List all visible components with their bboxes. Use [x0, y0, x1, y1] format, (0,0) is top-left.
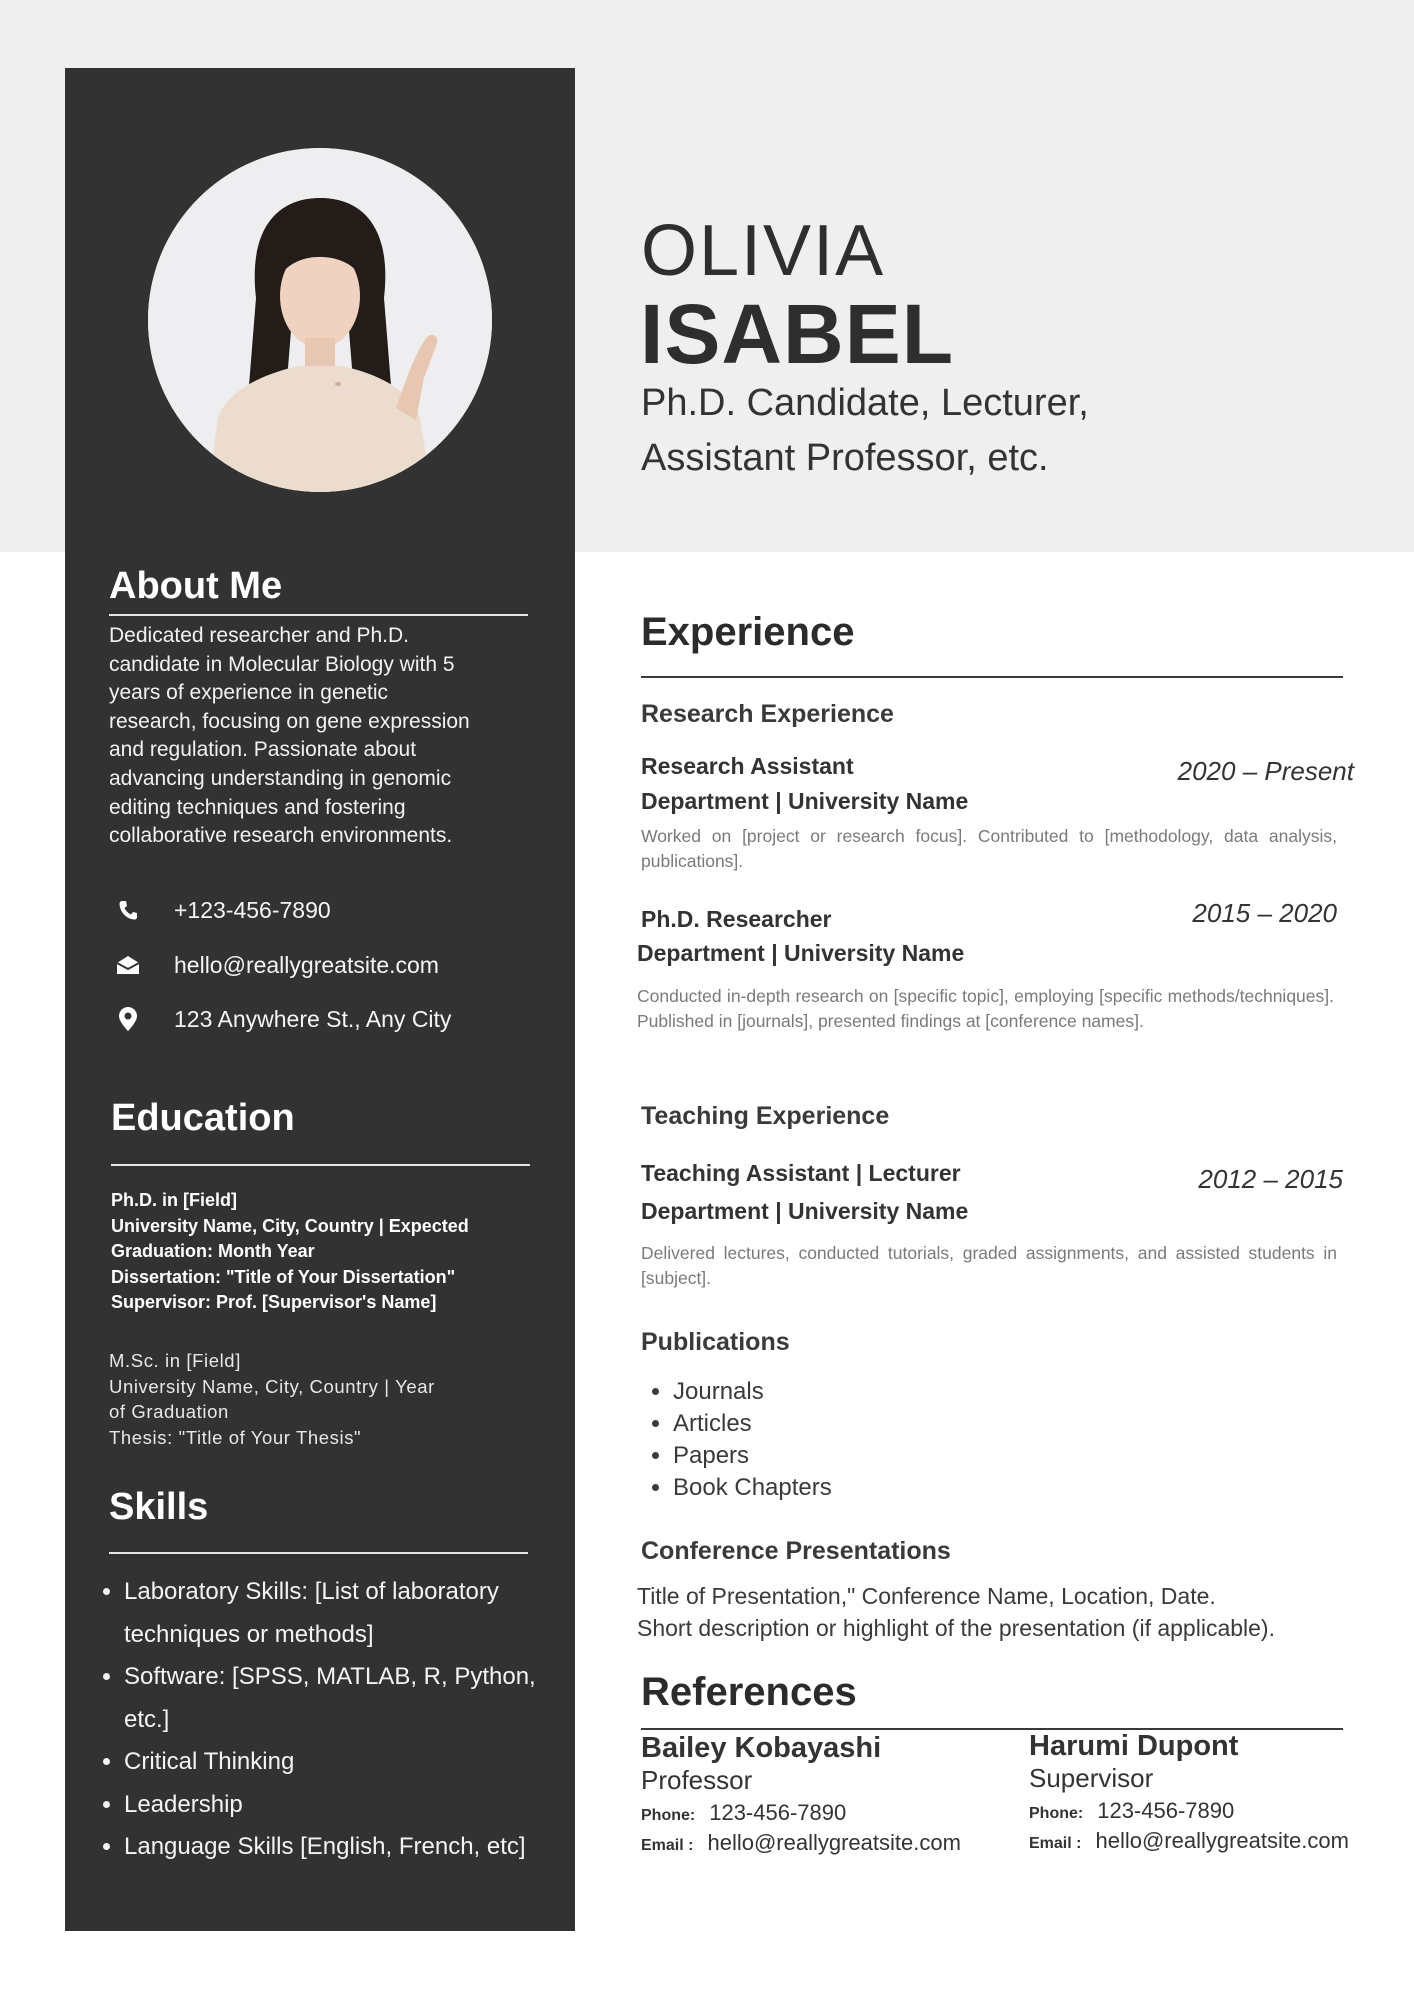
map-pin-icon — [110, 1005, 146, 1033]
experience-title: Experience — [641, 610, 855, 654]
about-text: Dedicated researcher and Ph.D. candidate in Molecular Biology with 5 years of experience in genetic research, focusing on gene expression and regulation. Passionate about advancing understanding in genomic editing techniques and fostering collaborative research environments. — [109, 624, 470, 848]
job-date: 2015 – 2020 — [1192, 898, 1337, 928]
reference-phone: Phone: 123-456-7890 — [1029, 1798, 1235, 1823]
reference-email[interactable]: Email : hello@reallygreatsite.com — [641, 1830, 961, 1855]
reference-phone: Phone: 123-456-7890 — [641, 1800, 847, 1825]
first-name: OLIVIA — [641, 211, 886, 291]
list-item: • Papers — [673, 1440, 1141, 1472]
list-item: • Language Skills [English, French, etc] — [124, 1826, 565, 1869]
job-title: Teaching Assistant | Lecturer — [641, 1160, 961, 1186]
contact-email[interactable]: hello@reallygreatsite.com — [110, 945, 439, 985]
job-title: Research Assistant — [641, 753, 854, 779]
skills-title: Skills — [109, 1486, 209, 1528]
job-department: Department | University Name — [641, 788, 969, 814]
reference-role: Professor — [641, 1765, 753, 1795]
skills-list — [95, 1571, 565, 1869]
conference-line-2: Short description or highlight of the presentation (if applicable). — [637, 1615, 1275, 1641]
references-title: References — [641, 1670, 857, 1714]
reference-email[interactable]: Email : hello@reallygreatsite.com — [1029, 1828, 1349, 1853]
teaching-experience-title: Teaching Experience — [641, 1102, 890, 1130]
profile-photo — [148, 148, 492, 492]
job-description: Conducted in-depth research on [specific topic], employing [specific methods/techniques]. Published in [journals], presented findings at [conference names]. — [637, 986, 1334, 1031]
job-department: Department | University Name — [637, 940, 965, 966]
education-phd: Ph.D. in [Field] University Name, City, Country | Expected Graduation: Month Year Dissertation: "Title of Your Dissertation" Supervisor: Prof. [Supervisor's Name] — [111, 1190, 469, 1312]
job-department: Department | University Name — [641, 1198, 969, 1224]
publications-list — [641, 1376, 1141, 1504]
job-title: Ph.D. Researcher — [641, 906, 832, 932]
list-item: • Articles — [673, 1408, 1141, 1440]
reference-role: Supervisor — [1029, 1763, 1154, 1793]
education-title: Education — [111, 1097, 295, 1139]
conference-presentations-title: Conference Presentations — [641, 1537, 951, 1565]
skills-divider — [109, 1552, 528, 1554]
job-date: 2012 – 2015 — [1198, 1164, 1343, 1194]
research-experience-title: Research Experience — [641, 700, 894, 728]
list-item: • Laboratory Skills: [List of laboratory techniques or methods] — [124, 1571, 565, 1656]
about-title: About Me — [109, 565, 283, 607]
list-item: • Journals — [673, 1376, 1141, 1408]
reference-card — [1029, 1730, 1399, 1854]
publications-title: Publications — [641, 1328, 790, 1356]
education-msc: M.Sc. in [Field] University Name, City, Country | Year of Graduation Thesis: "Title of Your Thesis" — [109, 1350, 435, 1448]
experience-divider — [641, 676, 1343, 678]
contact-phone[interactable]: +123-456-7890 — [110, 890, 331, 930]
role-line-2: Assistant Professor, etc. — [641, 437, 1049, 479]
job-date: 2020 – Present — [1177, 756, 1354, 786]
sidebar — [65, 68, 575, 1931]
about-divider — [109, 614, 528, 616]
job-description: Delivered lectures, conducted tutorials, graded assignments, and assisted students in [subject]. — [641, 1243, 1337, 1288]
list-item: • Software: [SPSS, MATLAB, R, Python, etc.] — [124, 1656, 565, 1741]
contact-address: 123 Anywhere St., Any City — [110, 999, 451, 1039]
phone-icon — [110, 896, 146, 924]
envelope-icon — [110, 951, 146, 979]
reference-card — [641, 1732, 1011, 1856]
job-description: Worked on [project or research focus]. Contributed to [methodology, data analysis, publications]. — [641, 826, 1337, 871]
reference-name: Harumi Dupont — [1029, 1730, 1239, 1762]
list-item: • Book Chapters — [673, 1472, 1141, 1504]
role-line-1: Ph.D. Candidate, Lecturer, — [641, 382, 1089, 424]
list-item: • Critical Thinking — [124, 1741, 565, 1784]
list-item: • Leadership — [124, 1784, 565, 1827]
reference-name: Bailey Kobayashi — [641, 1732, 882, 1764]
conference-line-1: Title of Presentation," Conference Name, Location, Date. — [637, 1583, 1216, 1609]
education-divider — [111, 1164, 530, 1166]
last-name: ISABEL — [640, 287, 955, 381]
